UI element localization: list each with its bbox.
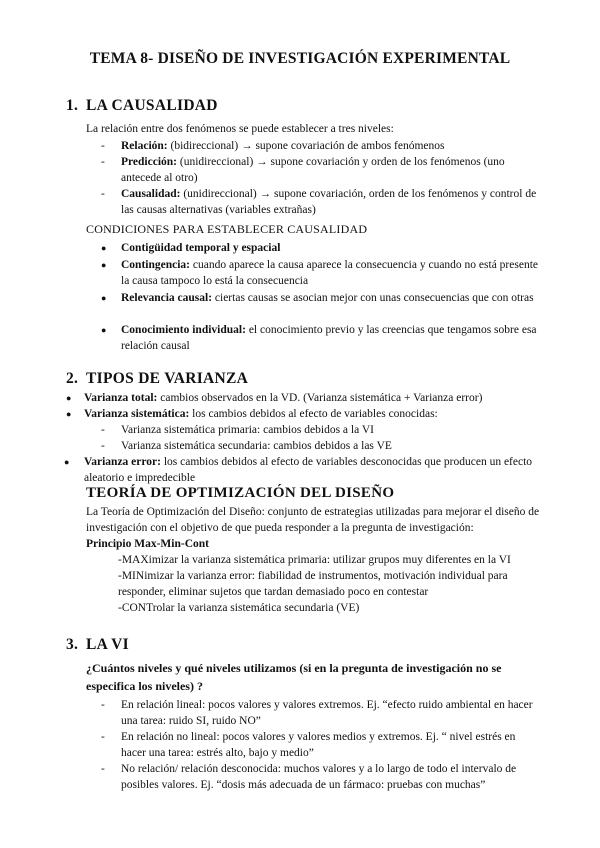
list-item xyxy=(66,390,541,406)
bullet-mark: ● xyxy=(101,325,107,335)
section-number: 3. xyxy=(66,636,79,653)
list-item xyxy=(101,438,541,454)
list-item xyxy=(101,138,541,154)
dash-mark: - xyxy=(101,731,105,743)
list-item xyxy=(101,761,541,793)
term: Relevancia causal: xyxy=(121,292,213,304)
paragraph-intro: La relación entre dos fenómenos se puede establecer a tres niveles: xyxy=(86,123,394,135)
principle-line: -CONTrolar la varianza sistemática secundaria (VE) xyxy=(118,602,360,614)
term: Conocimiento individual: xyxy=(121,324,246,336)
dash-mark: - xyxy=(101,140,105,152)
term: Relación: xyxy=(121,140,168,152)
bullet-mark: ● xyxy=(66,409,72,419)
section-heading-varianza xyxy=(66,370,248,388)
definition: (unidireccional) → supone covariación y orden de los fenómenos (uno antecede al otro) xyxy=(121,156,505,184)
section-heading-vi xyxy=(66,636,129,654)
dash-mark: - xyxy=(101,424,105,436)
definition: ciertas causas se asocian mejor con unas consecuencias que con otras xyxy=(212,292,534,304)
section-title: LA VI xyxy=(86,636,129,653)
definition: En relación lineal: pocos valores y valores extremos. Ej. “efecto ruido ambiental en hacer una tarea: ruido SI, ruido NO” xyxy=(121,699,533,727)
dash-mark: - xyxy=(101,440,105,452)
principle-title: Principio Max-Min-Cont xyxy=(86,538,209,550)
question-text: ¿Cuántos niveles y qué niveles utilizamos (si en la pregunta de investigación no se especifica los niveles) ? xyxy=(86,661,502,693)
term: Varianza sistemática: xyxy=(84,408,190,420)
list-item xyxy=(101,322,541,354)
definition: No relación/ relación desconocida: muchos valores y a lo largo de todo el intervalo de posibles valores. Ej. “dosis más adecuada de un fármaco: pruebas con muchas” xyxy=(121,763,517,791)
section-number: 1. xyxy=(66,97,79,114)
definition: (bidireccional) → supone covariación de ambos fenómenos xyxy=(167,140,445,152)
definition: Varianza sistemática primaria: cambios debidos a la VI xyxy=(121,424,375,436)
section-title: LA CAUSALIDAD xyxy=(86,97,218,114)
list-item xyxy=(101,697,541,729)
bullet-mark: ● xyxy=(101,293,107,303)
definition: En relación no lineal: pocos valores y valores medios y extremos. Ej. “ nivel estrés en hacer una tarea: estrés alto, bajo y medio” xyxy=(121,731,516,759)
principle-line: -MINimizar la varianza error: fiabilidad de instrumentos, motivación individual para responder, eliminar sujetos que tardan demasiado poco en contestar xyxy=(118,570,508,598)
term: Contingencia: xyxy=(121,259,190,271)
bullet-mark: ● xyxy=(101,260,107,270)
dash-mark: - xyxy=(101,156,105,168)
conditions-heading: CONDICIONES PARA ESTABLECER CAUSALIDAD xyxy=(86,222,368,236)
list-item xyxy=(101,257,541,289)
definition: el conocimiento previo y las creencias que tengamos sobre esa relación causal xyxy=(121,324,537,352)
subsection-heading-teoria: TEORÍA DE OPTIMIZACIÓN DEL DISEÑO xyxy=(86,485,395,501)
definition: cambios observados en la VD. (Varianza sistemática + Varianza error) xyxy=(157,392,483,404)
list-item xyxy=(101,186,541,218)
section-title: TIPOS DE VARIANZA xyxy=(86,370,249,387)
list-item xyxy=(101,154,541,186)
list-item xyxy=(101,290,541,306)
list-item xyxy=(101,240,541,256)
term: Predicción: xyxy=(121,156,177,168)
dash-mark: - xyxy=(101,763,105,775)
principle-line: -MAXimizar la varianza sistemática primaria: utilizar grupos muy diferentes en la VI xyxy=(118,554,511,566)
bullet-mark: ● xyxy=(64,457,70,467)
bullet-mark: ● xyxy=(66,393,72,403)
term: Contigüidad temporal y espacial xyxy=(121,242,281,254)
definition: los cambios debidos al efecto de variables desconocidas que producen un efecto aleatorio e impredecible xyxy=(84,456,533,484)
definition: cuando aparece la causa aparece la consecuencia y cuando no está presente la causa tampoco lo está la consecuencia xyxy=(121,259,538,287)
term: Varianza total: xyxy=(84,392,158,404)
list-item xyxy=(101,422,541,438)
term: Varianza error: xyxy=(84,456,161,468)
paragraph-theory: La Teoría de Optimización del Diseño: conjunto de estrategias utilizadas para mejorar el diseño de investigación con el objetivo de que pueda responder a la pregunta de investigación: xyxy=(86,506,540,534)
dash-mark: - xyxy=(101,188,105,200)
section-heading-causalidad xyxy=(66,97,218,115)
document-title: TEMA 8- DISEÑO DE INVESTIGACIÓN EXPERIMENTAL xyxy=(89,50,511,67)
section-number: 2. xyxy=(66,370,79,387)
list-item xyxy=(101,729,541,761)
dash-mark: - xyxy=(101,699,105,711)
list-item xyxy=(66,406,541,422)
bullet-mark: ● xyxy=(101,243,107,253)
definition: los cambios debidos al efecto de variables conocidas: xyxy=(189,408,438,420)
term: Causalidad: xyxy=(121,188,181,200)
list-item xyxy=(64,454,544,486)
definition: (unidireccional) → supone covariación, orden de los fenómenos y control de las causas alternativas (variables extrañas) xyxy=(121,188,537,216)
definition: Varianza sistemática secundaria: cambios debidos a las VE xyxy=(121,440,392,452)
